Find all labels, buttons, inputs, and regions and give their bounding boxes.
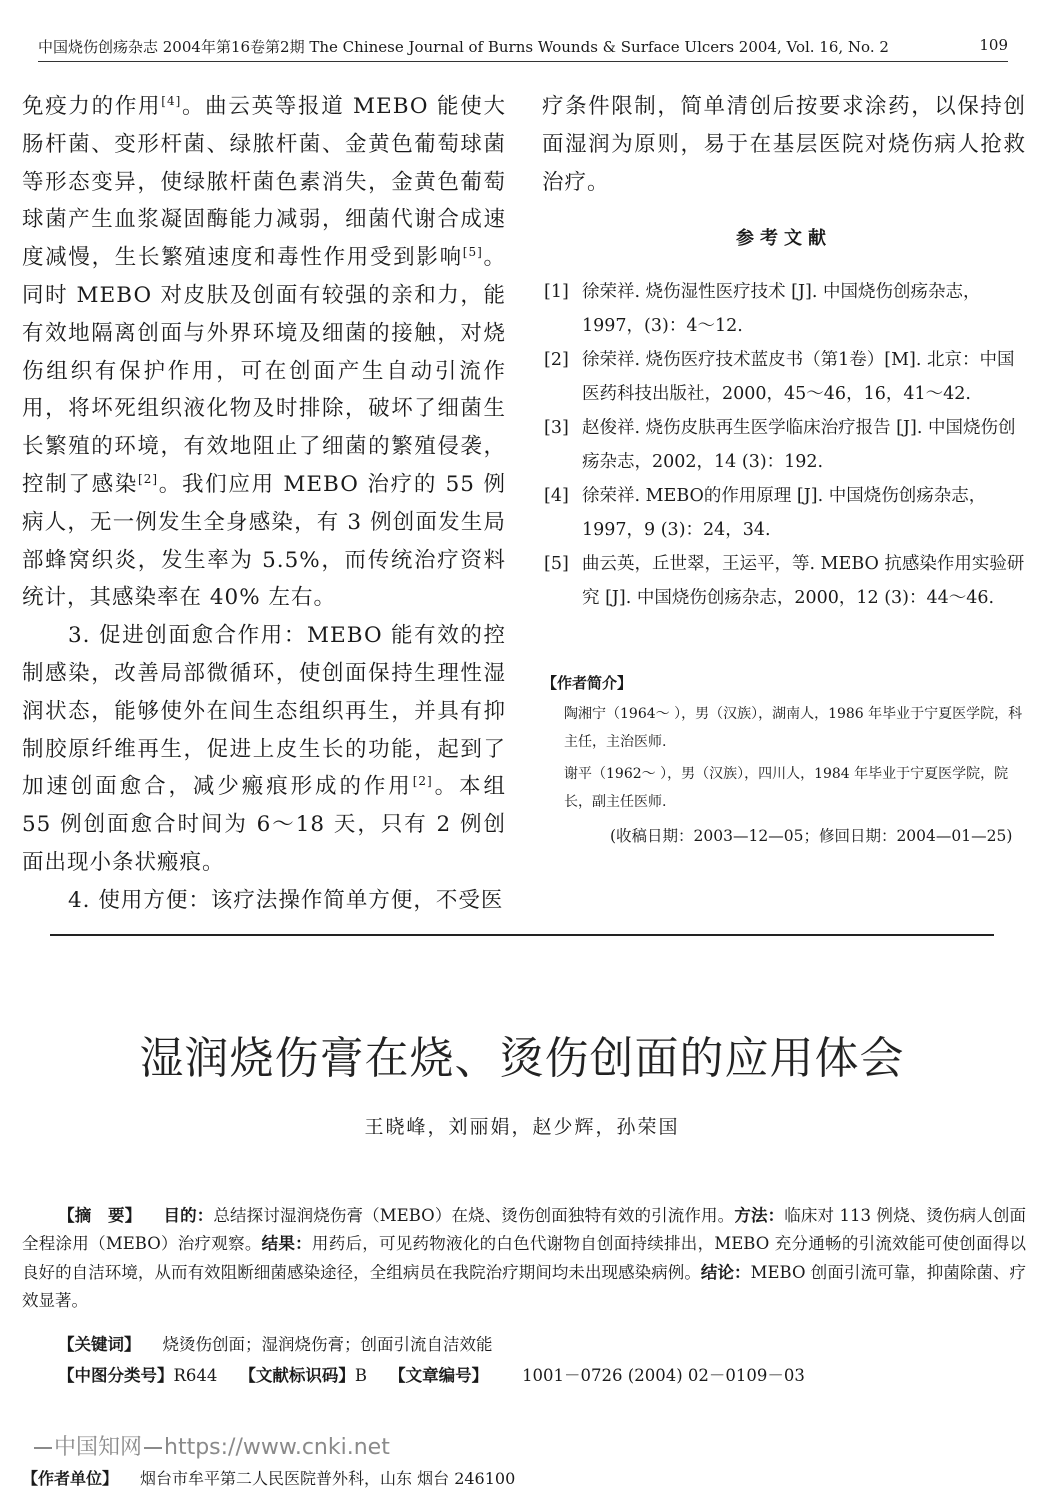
reference-text: 曲云英，丘世翠，王运平，等. MEBO 抗感染作用实验研究 [J]. 中国烧伤创疡杂志，2000，12 (3)：44～46. xyxy=(582,554,1025,608)
reference-number: [1] xyxy=(544,282,569,302)
reference-text: 徐荣祥. MEBO的作用原理 [J]. 中国烧伤创疡杂志，1997，9 (3)：24，34. xyxy=(582,486,987,540)
article-number-value: 1001－0726 (2004) 02－0109－03 xyxy=(522,1366,805,1385)
reference-text: 赵俊祥. 烧伤皮肤再生医学临床治疗报告 [J]. 中国烧伤创疡杂志，2002，14 (3)：192. xyxy=(582,418,1016,472)
reference-item xyxy=(544,548,1026,615)
reference-number: [3] xyxy=(544,418,569,438)
paragraph-convenience: 4. 使用方便：该疗法操作简单方便，不受医 xyxy=(68,887,504,913)
paragraph-healing xyxy=(22,617,506,882)
article-authors: 王晓峰，刘丽娟，赵少辉，孙荣国 xyxy=(364,1116,680,1138)
clc-label: 【中图分类号】 xyxy=(58,1366,174,1385)
paragraph-continued: 疗条件限制，简单清创后按要求涂药，以保持创面湿润为原则，易于在基层医院对烧伤病人抢救治疗。 xyxy=(542,94,1026,195)
clc-value: R644 xyxy=(173,1366,218,1385)
text-run: 。同时 MEBO 对皮肤及创面有较强的亲和力，能有效地隔离创面与外界环境及细菌的接触，对烧伤组织有保护作用，可在创面产生自动引流作用，将坏死组织液化物及时排除，破坏了细菌生长繁殖的环境，有效地阻止了细菌的繁殖侵袭，控制了感染 xyxy=(22,245,506,497)
right-column xyxy=(542,88,1026,201)
classification-line xyxy=(58,1362,805,1386)
conclusion-label: 结论： xyxy=(700,1262,751,1282)
keywords-text: 烧烫伤创面；湿润烧伤膏；创面引流自洁效能 xyxy=(162,1335,493,1354)
text-run: 。本组 55 例创面愈合时间为 6～18 天，只有 2 例创面出现小条状瘢痕。 xyxy=(22,774,506,875)
citation-ref: [4] xyxy=(161,93,182,108)
section-divider xyxy=(50,934,994,936)
running-header xyxy=(38,36,1008,62)
reference-number: [5] xyxy=(544,554,569,574)
reference-text: 徐荣祥. 烧伤湿性医疗技术 [J]. 中国烧伤创疡杂志，1997，(3)：4～12. xyxy=(582,282,981,336)
author-bio-1: 陶湘宁（1964～ ），男（汉族），湖南人，1986 年毕业于宁夏医学院，科主任，主治医师. xyxy=(564,706,1023,750)
doc-code-label: 【文献标识码】 xyxy=(239,1366,355,1385)
journal-citation: 中国烧伤创疡杂志 2004年第16卷第2期 The Chinese Journal of Burns Wounds & Surface Ulcers 2004, Vol. 16, No. 2 xyxy=(38,38,889,56)
method-label: 方法： xyxy=(734,1206,785,1225)
article-number-label: 【文章编号】 xyxy=(389,1366,489,1385)
reference-text: 徐荣祥. 烧伤医疗技术蓝皮书（第1卷）[M]. 北京：中国医药科技出版社，2000，45～46，16，41～42. xyxy=(582,350,1015,404)
received-dates: (收稿日期：2003—12—05；修回日期：2004—01—25) xyxy=(610,827,1013,845)
cnki-watermark xyxy=(32,1430,390,1461)
watermark-rule xyxy=(34,1447,52,1449)
affiliation-label: 【作者单位】 xyxy=(22,1469,119,1488)
objective-label: 目的： xyxy=(163,1206,214,1225)
reference-item xyxy=(544,344,1026,411)
text-run: 。曲云英等报道 MEBO 能使大肠杆菌、变形杆菌、绿脓杆菌、金黄色葡萄球菌等形态变异，使绿脓杆菌色素消失，金黄色葡萄球菌产生血浆凝固酶能力减弱，细菌代谢合成速度减慢，生长繁殖速度和毒性作用受到影响 xyxy=(22,94,506,271)
conclusion-text: MEBO 创面引流可靠，抑菌除菌、疗效显著。 xyxy=(22,1262,1026,1310)
left-column xyxy=(22,88,506,920)
page-number: 109 xyxy=(979,36,1008,54)
citation-ref: [2] xyxy=(138,471,159,486)
abstract-label: 【摘 要】 xyxy=(58,1206,142,1225)
author-bio-2: 谢平（1962～ ），男（汉族），四川人，1984 年毕业于宁夏医学院，院长，副主任医师. xyxy=(564,766,1009,810)
reference-item xyxy=(544,412,1026,479)
citation-ref: [5] xyxy=(462,245,483,260)
text-run: 。我们应用 MEBO 治疗的 55 例病人，无一例发生全身感染，有 3 例创面发生局部蜂窝织炎，发生率为 5.5%，而传统治疗资料统计，其感染率在 40% 左右。 xyxy=(22,471,506,611)
author-bio-heading: 【作者简介】 xyxy=(542,674,633,692)
citation-ref: [2] xyxy=(412,774,433,789)
reference-list xyxy=(544,276,1026,616)
watermark-url[interactable]: https://www.cnki.net xyxy=(164,1435,390,1460)
text-run: 免疫力的作用 xyxy=(22,94,162,119)
references-heading: 参考文献 xyxy=(736,228,832,249)
watermark-brand: 中国知网 xyxy=(54,1435,143,1460)
author-affiliation xyxy=(22,1466,515,1489)
watermark-rule xyxy=(144,1447,162,1449)
paragraph-infection xyxy=(22,88,506,617)
reference-item xyxy=(544,276,1026,343)
result-label: 结果： xyxy=(261,1234,312,1254)
reference-number: [2] xyxy=(544,350,569,370)
article-title: 湿润烧伤膏在烧、烫伤创面的应用体会 xyxy=(139,1033,905,1084)
reference-item xyxy=(544,480,1026,547)
affiliation-text: 烟台市牟平第二人民医院普外科，山东 烟台 246100 xyxy=(140,1469,516,1488)
header-rule xyxy=(38,61,1008,62)
keywords-line xyxy=(58,1331,493,1355)
objective-text: 总结探讨湿润烧伤膏（MEBO）在烧、烫伤创面独特有效的引流作用。 xyxy=(213,1206,735,1225)
method-text: 临床对 113 例烧、烫伤病人创面全程涂用（MEBO）治疗观察。 xyxy=(22,1206,1027,1254)
doc-code-value: B xyxy=(354,1366,368,1385)
reference-number: [4] xyxy=(544,486,569,506)
abstract xyxy=(22,1202,1026,1315)
keywords-label: 【关键词】 xyxy=(58,1335,141,1354)
text-run: 3. 促进创面愈合作用：MEBO 能有效的控制感染，改善局部微循环，使创面保持生理性湿润状态，能够使外在间生态组织再生，并具有抑制胶原纤维再生，促进上皮生长的功能，起到了加速创面愈合，减少瘢痕形成的作用 xyxy=(22,623,506,800)
result-text: 用药后，可见药物液化的白色代谢物自创面持续排出，MEBO 充分通畅的引流效能可使创面得以良好的自洁环境，从而有效阻断细菌感染途径，全组病员在我院治疗期间均未出现感染病例。 xyxy=(22,1234,1026,1282)
